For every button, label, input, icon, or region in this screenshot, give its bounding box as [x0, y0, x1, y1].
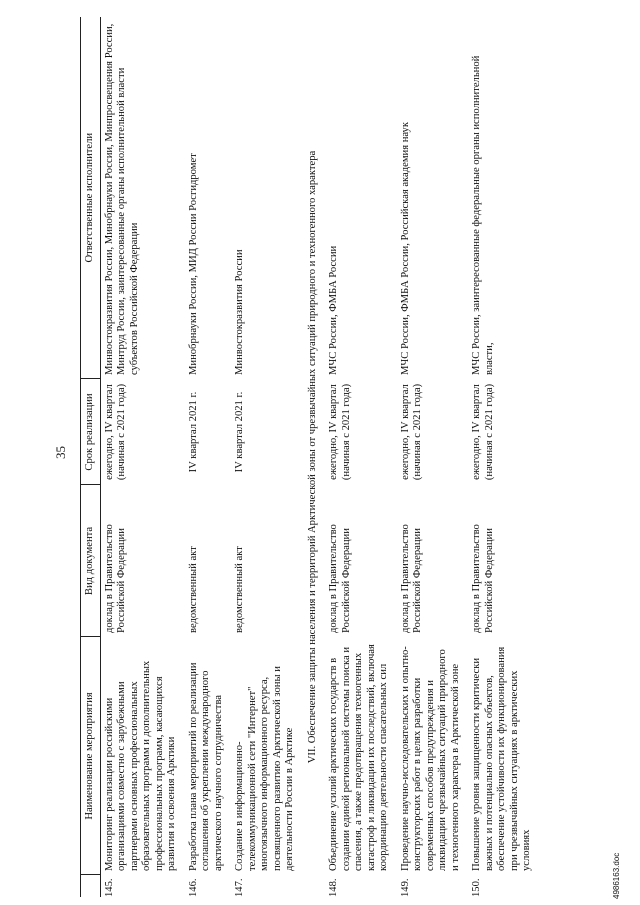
header-doc-type: Вид документа [81, 485, 101, 637]
doc-type: доклад в Правительство Российской Федерации [328, 524, 352, 633]
term: IV квартал 2021 г. [187, 391, 199, 473]
measure-name: Проведение научно-исследовательских и опытно-конструкторских работ в целях разработки современных способов предупреждения и ликвидации чрезвычайных ситуаций природного и техногенного характера в Арктической зоне [399, 646, 461, 871]
row-number: 150. [471, 878, 482, 897]
header-number [81, 875, 101, 897]
term: ежегодно, IV квартал (начиная с 2021 года) [399, 383, 423, 481]
document-file-code: 4986163.doc [612, 852, 621, 899]
section-row [303, 17, 326, 897]
row-number: 149. [399, 878, 411, 897]
measures-table [80, 17, 540, 897]
responsible: МЧС России, ФМБА России [328, 245, 339, 375]
measure-name: Повышение уровня защищенности критически важных и потенциально опасных объектов, обеспечение устойчивости их функционирования при чрезвычайных ситуациях в арктических условиях [471, 646, 532, 871]
table-header [81, 17, 101, 897]
section-title: VII. Обеспечение защиты населения и территорий Арктической зоны от чрезвычайных ситуаций природного и техногенного характера [306, 150, 318, 764]
responsible: Минвостокразвития России, Минобрнауки России, Минпросвещения России, Минтруд России, заинтересованные органы исполнительной власти субъектов Российской Федерации [103, 23, 140, 375]
measure-name: Создание в информационно-телекоммуникационной сети "Интернет" многоязычного информационного ресурса, посвященного развитию Арктической зоны и деятельности России в Арктике [234, 666, 295, 871]
responsible: МЧС России, заинтересованные федеральные органы исполнительной власти, [471, 55, 495, 375]
doc-type: доклад в Правительство Российской Федерации [471, 524, 495, 633]
measure-name: Разработка плана мероприятий по реализации соглашения об укреплении международного арктического научного сотрудничества [187, 662, 224, 871]
responsible: Минвостокразвития России [234, 249, 245, 375]
term: ежегодно, IV квартал (начиная с 2021 года) [328, 383, 352, 481]
measure-name: Мониторинг реализации российскими организациями совместно с зарубежными партнерами основных профессиональных образовательных программ и дополнительных профессиональных программ, касающихся развития и освоения Арктики [103, 660, 177, 871]
table-row [397, 17, 469, 897]
doc-type: ведомственный акт [187, 546, 199, 633]
header-term: Срок реализации [81, 379, 101, 485]
responsible: Минобрнауки России, МИД России Росгидромет [187, 153, 199, 375]
responsible: МЧС России, ФМБА России, Российская академия наук [399, 121, 411, 375]
row-number: 145. [103, 878, 115, 897]
row-number: 146. [187, 878, 199, 897]
table-row [185, 17, 232, 897]
table-row [100, 17, 185, 897]
term: ежегодно, IV квартал (начиная с 2021 года) [471, 383, 495, 481]
table-row [231, 17, 303, 897]
table-row [325, 17, 397, 897]
row-number: 148. [328, 878, 339, 897]
table-row [468, 17, 540, 897]
doc-type: ведомственный акт [234, 546, 245, 633]
page-number: 35 [53, 446, 68, 459]
term: ежегодно, IV квартал (начиная с 2021 года) [103, 383, 127, 481]
header-name: Наименование мероприятия [81, 637, 101, 875]
doc-type: доклад в Правительство Российской Федерации [103, 524, 127, 633]
measure-name: Объединение усилий арктических государств в создании единой региональной системы поиска и спасения, а также предотвращения техногенных катастроф и ликвидации их последствий, включая координацию деятельности спасательных сил [328, 644, 389, 871]
term: IV квартал 2021 г. [234, 391, 245, 473]
row-number: 147. [234, 878, 245, 897]
doc-type: доклад в Правительство Российской Федерации [399, 524, 423, 633]
header-responsible: Ответственные исполнители [81, 17, 101, 379]
